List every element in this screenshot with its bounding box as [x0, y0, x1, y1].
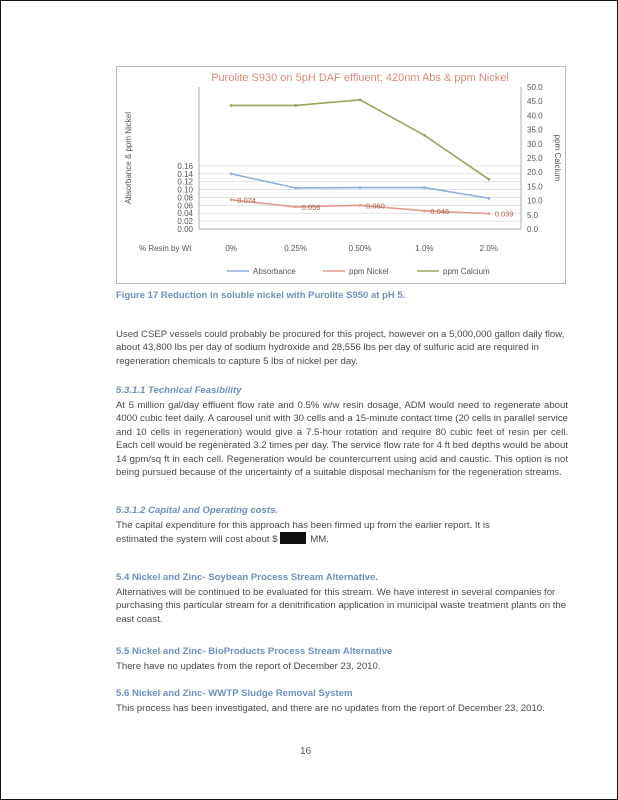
x-axis-label: % Resin by Wt — [139, 244, 192, 253]
data-point — [487, 178, 490, 181]
paragraph-bioproducts-stream: There have no updates from the report of December 23, 2010. — [116, 661, 381, 672]
y2-tick-label: 35.0 — [527, 125, 543, 135]
y-tick-label: 0.08 — [177, 193, 193, 203]
data-label: 0.039 — [494, 209, 514, 219]
y-tick-label: 0.10 — [177, 185, 193, 195]
paragraph-wwtp-sludge: This process has been investigated, and there are no updates from the report of December 23, 2010. — [116, 703, 545, 714]
data-label: 0.046 — [430, 206, 450, 216]
data-point — [423, 209, 426, 212]
data-label: 0.074 — [237, 195, 256, 205]
heading-bioproducts-stream: 5.5 Nickel and Zinc- BioProducts Process Stream Alternative — [116, 646, 393, 657]
chart-title: Purolite S930 on 5pH DAF effluent; 420nm Abs & ppm Nickel — [211, 72, 509, 84]
series-line — [231, 100, 489, 180]
y-tick-label: 0.06 — [177, 201, 193, 211]
x-tick-label: 0% — [225, 244, 237, 253]
data-point — [359, 98, 362, 101]
paragraph-technical-feasibility: At 5 million gal/day effluent flow rate and 0.5% w/w resin dosage, ADM would need to regenerate about 4000 cubic feet daily. A carousel unit with 30 cells and a 15-minute contact time (20 cells in parallel service and 10 cells in regeneration) would give a 7.5-hour rotation and require 80 cubic feet of resin per cell. Each cell would be regenerated 3.2 times per day. The service flow rate for 4 ft bed depths would be about 14 gpm/sq ft in each cell. Regeneration would be countercurrent using acid and caustic. This option is not being pursued because of the uncertainty of a suitable disposal mechanism for the regeneration streams. — [116, 400, 568, 479]
x-tick-label: 1.0% — [415, 244, 434, 253]
y2-tick-label: 5.0 — [527, 210, 539, 220]
x-tick-label: 0.25% — [284, 244, 307, 253]
y2-axis-label: ppm Calcium — [553, 134, 562, 182]
y-tick-label: 0.14 — [177, 169, 193, 179]
y2-tick-label: 20.0 — [527, 168, 543, 178]
heading-capital-costs: 5.3.1.2 Capital and Operating costs. — [116, 505, 279, 516]
chart — [116, 66, 566, 284]
figure-caption: Figure 17 Reduction in soluble nickel with Purolite S950 at pH 5. — [116, 290, 406, 301]
chart-svg — [117, 67, 565, 283]
data-point — [294, 104, 297, 107]
data-point — [359, 186, 362, 189]
redaction-block — [280, 532, 306, 544]
x-tick-label: 0.50% — [348, 244, 372, 253]
data-point — [487, 197, 490, 200]
heading-soybean-stream: 5.4 Nickel and Zinc- Soybean Process Stream Alternative. — [116, 572, 378, 583]
y-tick-label: 0.02 — [177, 217, 193, 227]
data-point — [230, 172, 233, 175]
y2-tick-label: 45.0 — [527, 97, 543, 107]
paragraph-soybean-stream: Alternatives will be continued to be evaluated for this stream. We have interest in several companies for purchasing this particular stream for a denitrification application in municipal waste treatment plants on the east coast. — [116, 587, 567, 625]
data-point — [423, 134, 426, 137]
y2-tick-label: 10.0 — [527, 196, 543, 206]
capital-text-a: The capital expenditure for this approach has been firmed up from the earlier report. It is estimated the system will cost about $ — [116, 520, 490, 546]
page-number: 16 — [300, 746, 312, 757]
x-tick-label: 2.0% — [479, 244, 498, 253]
paragraph-capital-costs — [116, 519, 516, 547]
data-label: 0.056 — [301, 202, 321, 212]
data-point — [230, 104, 233, 107]
y-tick-label: 0.12 — [177, 177, 193, 187]
y-tick-label: 0.04 — [177, 209, 193, 219]
y2-tick-label: 15.0 — [527, 182, 543, 192]
y2-tick-label: 50.0 — [527, 83, 543, 92]
y2-tick-label: 40.0 — [527, 111, 543, 121]
y-tick-label: 0.00 — [177, 225, 193, 234]
data-point — [359, 204, 362, 207]
data-point — [487, 212, 490, 215]
series-line — [231, 174, 489, 198]
data-point — [294, 206, 297, 209]
heading-technical-feasibility: 5.3.1.1 Technical Feasibility — [116, 385, 242, 396]
data-point — [294, 187, 297, 190]
paragraph-chemicals: Used CSEP vessels could probably be procured for this project, however on a 5,000,000 gallon daily flow, about 43,800 lbs per day of sodium hydroxide and 28,556 lbs per day of sulfuric acid are required in regeneration chemicals to capture 5 lbs of nickel per day. — [116, 329, 565, 367]
legend-label: ppm Calcium — [443, 267, 490, 276]
y-tick-label: 0.16 — [177, 161, 193, 171]
data-point — [230, 198, 233, 201]
y2-tick-label: 30.0 — [527, 139, 543, 149]
data-point — [423, 186, 426, 189]
y-axis-label: Absorbance & ppm Nickel — [124, 111, 133, 205]
legend-label: ppm Nickel — [349, 267, 389, 276]
y2-tick-label: 0.0 — [527, 225, 539, 234]
y2-tick-label: 25.0 — [527, 154, 543, 163]
legend-label: Absorbance — [253, 267, 296, 276]
capital-text-b: MM. — [310, 534, 329, 546]
heading-wwtp-sludge: 5.6 Nickel and Zinc- WWTP Sludge Removal System — [116, 688, 353, 699]
data-label: 0.060 — [366, 201, 385, 211]
